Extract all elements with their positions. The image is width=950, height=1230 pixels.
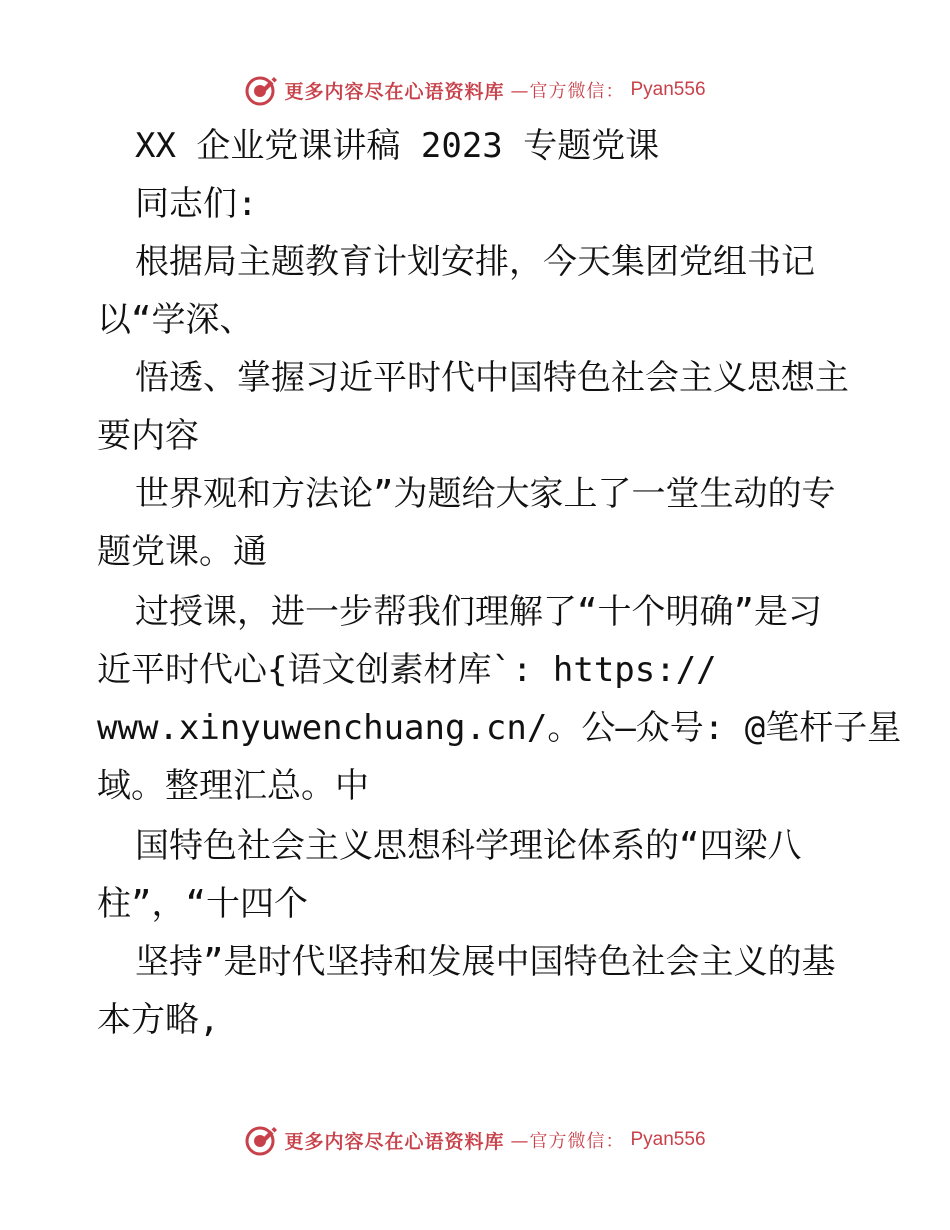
footer-watermark xyxy=(0,1120,950,1160)
text-line: 坚持”是时代坚持和发展中国特色社会主义的基 xyxy=(135,942,836,982)
text-line: 国特色社会主义思想科学理论体系的“四梁八 xyxy=(135,826,802,866)
text-line: 以“学深、 xyxy=(97,300,254,340)
watermark-brand: 更多内容尽在心语资料库 xyxy=(284,1130,505,1153)
text-line: 同志们: xyxy=(135,184,258,224)
text-line: 要内容 xyxy=(97,416,199,456)
watermark-official-label: —官方微信： xyxy=(510,81,625,102)
text-line: 本方略, xyxy=(97,1000,220,1040)
text-line: 悟透、掌握习近平时代中国特色社会主义思想主 xyxy=(135,358,849,398)
text-line: 柱”，“十四个 xyxy=(97,884,308,924)
header-watermark xyxy=(0,70,950,110)
text-line: 域。整理汇总。中 xyxy=(97,766,369,806)
text-line: 过授课，进一步帮我们理解了“十个明确”是习 xyxy=(135,592,822,632)
document-title: XX 企业党课讲稿 2023 专题党课 xyxy=(135,126,660,166)
watermark-account-id: Pyan556 xyxy=(630,1129,706,1150)
text-line: www.xinyuwenchuang.cn/。公—众号: @笔杆子星 xyxy=(97,708,902,748)
watermark-official-label: —官方微信： xyxy=(510,1131,625,1152)
text-line: 题党课。通 xyxy=(97,532,267,572)
pen-logo-icon xyxy=(244,1123,278,1157)
watermark-account-id: Pyan556 xyxy=(630,79,706,100)
pen-logo-icon xyxy=(244,73,278,107)
text-line: 世界观和方法论”为题给大家上了一堂生动的专 xyxy=(135,474,836,514)
watermark-brand: 更多内容尽在心语资料库 xyxy=(284,80,505,103)
text-line: 根据局主题教育计划安排，今天集团党组书记 xyxy=(135,242,815,282)
text-line: 近平时代心{语文创素材库`: https:// xyxy=(97,650,717,690)
